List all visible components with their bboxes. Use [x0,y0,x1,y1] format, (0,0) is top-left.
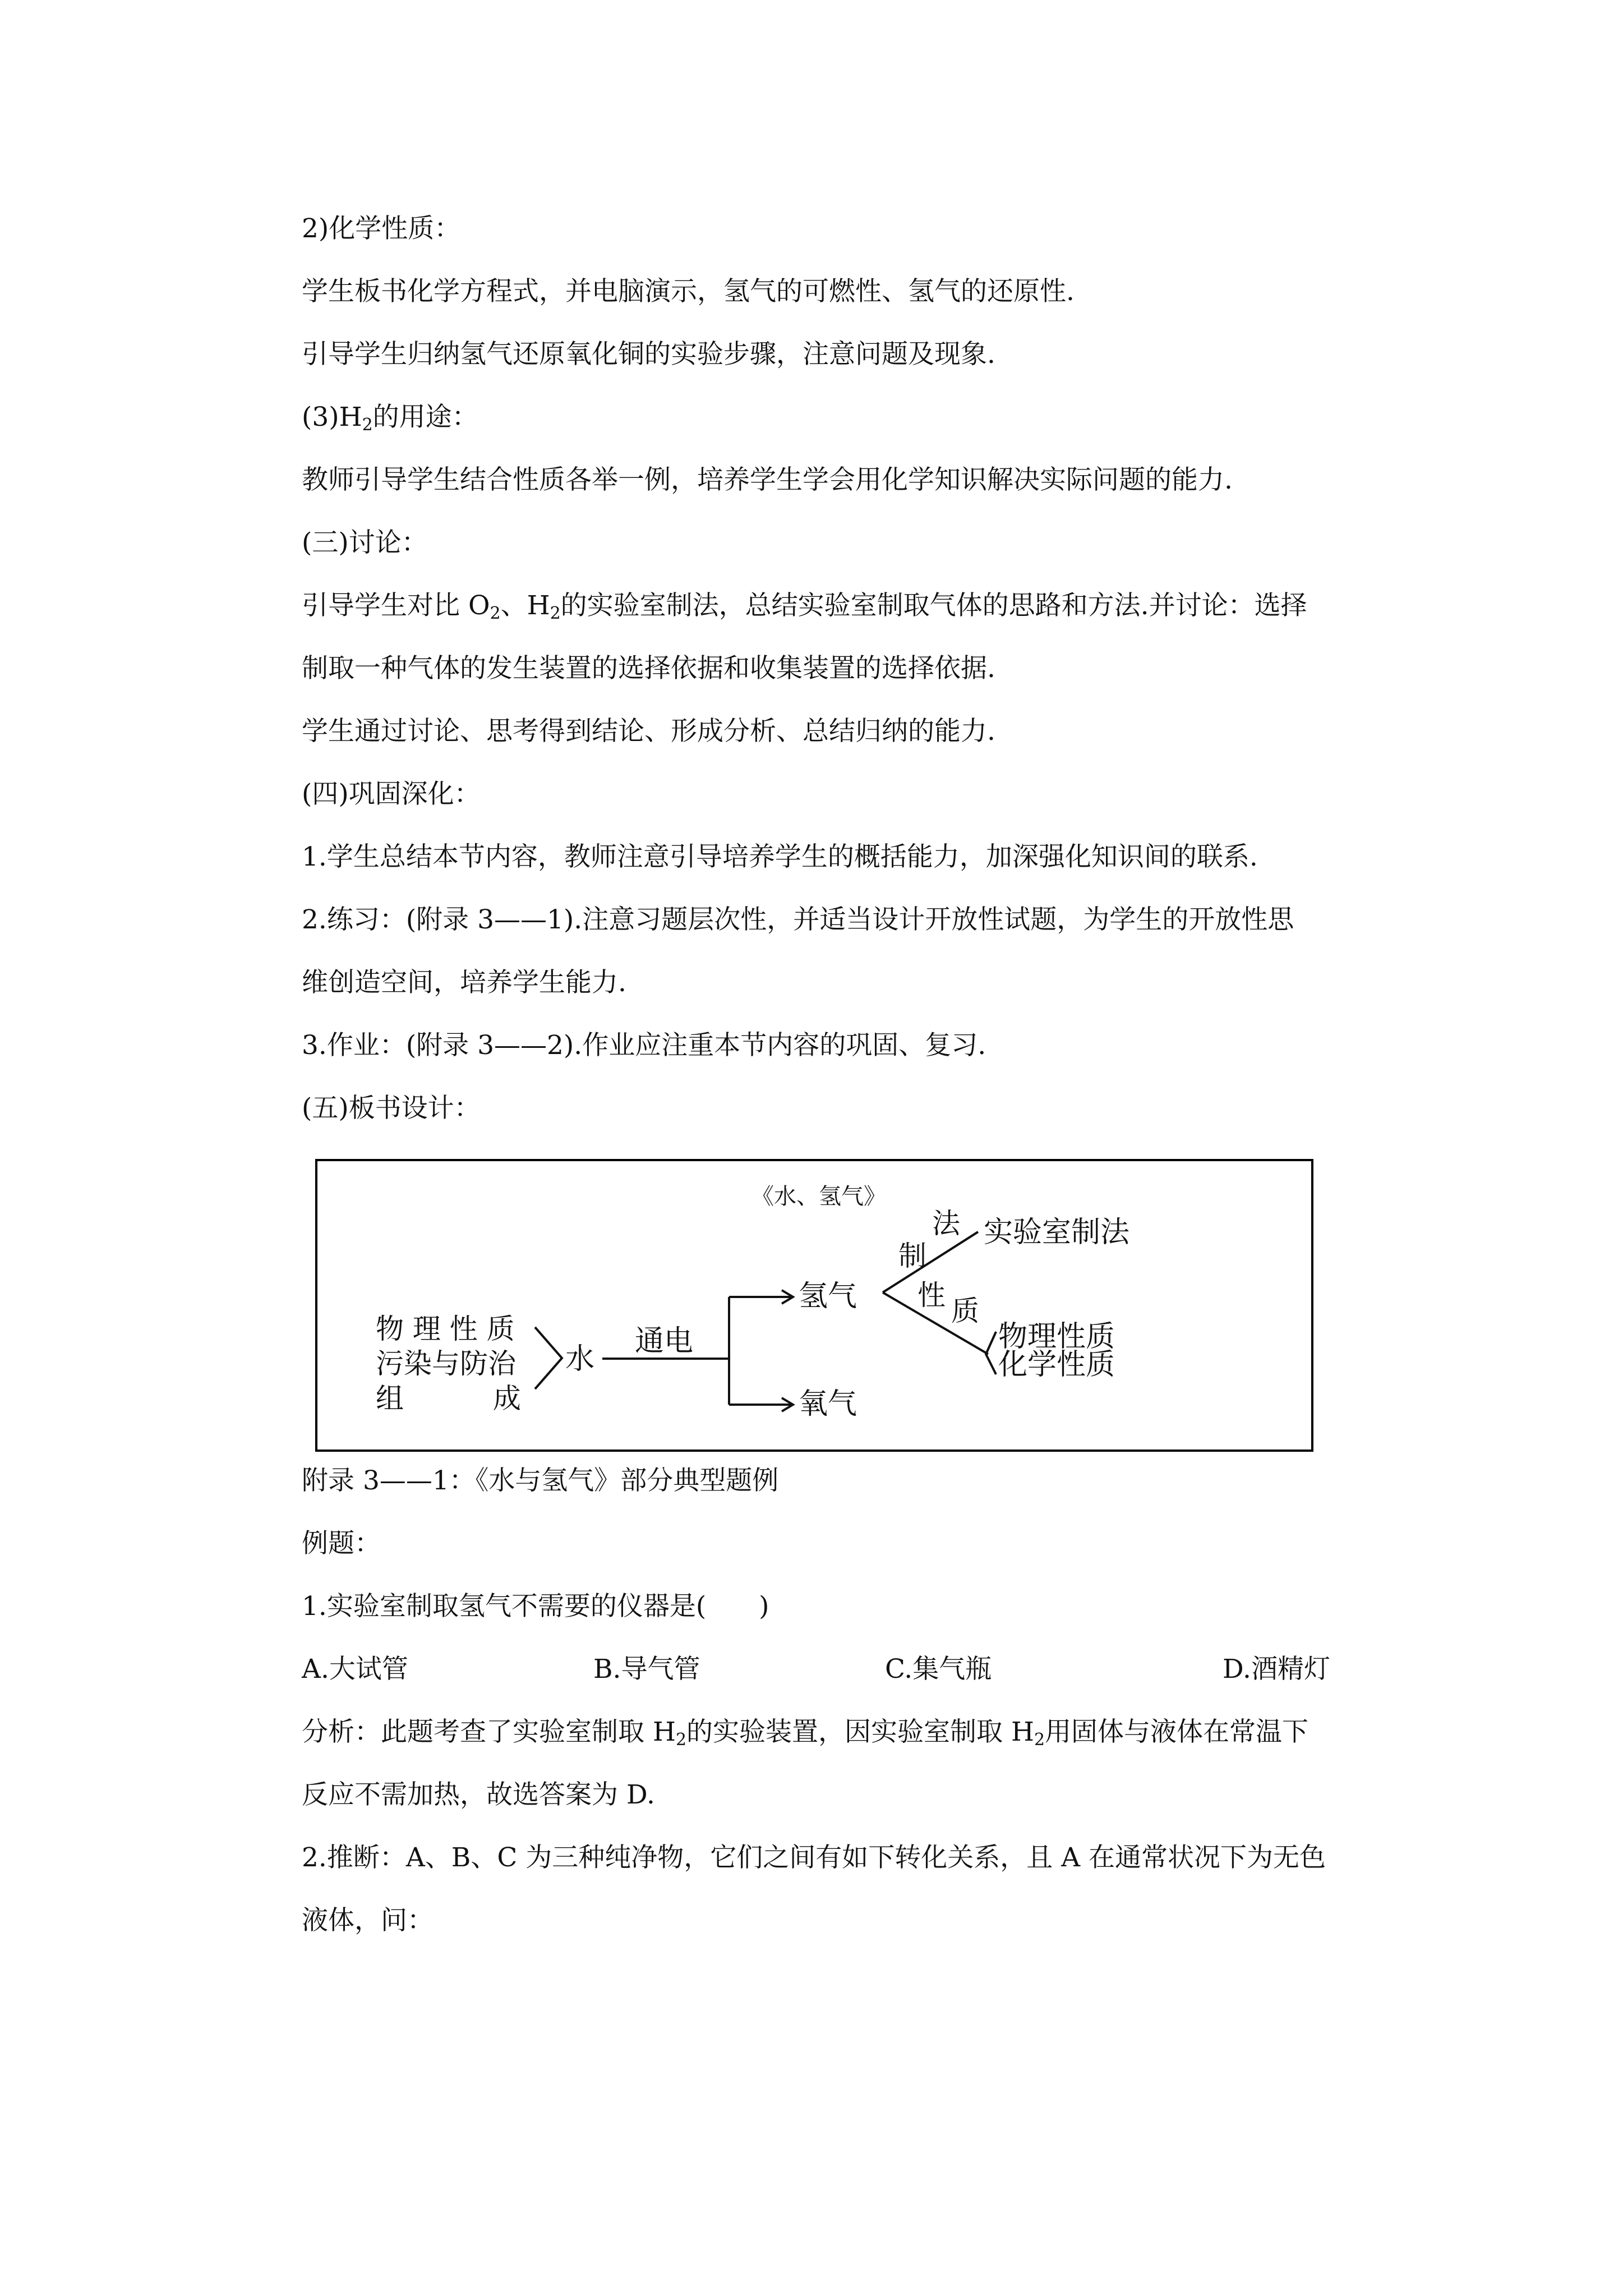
consolidate-item-1: 1.学生总结本节内容，教师注意引导培养学生的概括能力，加深强化知识间的联系. [302,841,1258,872]
diagram-title: 《水、氢气》 [751,1184,886,1209]
diagram-left-item-composition: 组 成 [376,1382,521,1415]
diagram-prep-label-2: 法 [932,1207,960,1240]
chem-props-text: 学生板书化学方程式，并电脑演示，氢气的可燃性、氢气的还原性. [302,276,1075,307]
appendix-title: 附录 3——1：《水与氢气》部分典型题例 [302,1465,779,1496]
consolidate-item-2-line2: 维创造空间，培养学生能力. [302,967,626,998]
example-heading: 例题： [302,1528,381,1559]
diagram-props-label-1: 性 [917,1279,946,1312]
question-1-option-a: A.大试管 [302,1654,408,1685]
consolidate-item-3: 3.作业：(附录 3——2).作业应注重本节内容的巩固、复习. [302,1030,986,1061]
subscript: 2 [675,1730,687,1750]
diagram-physical-props: 物理性质 [998,1320,1115,1354]
discussion-heading: (三)讨论： [302,527,428,558]
question-1: 1.实验室制取氢气不需要的仪器是( ) [302,1591,769,1622]
brace-properties [986,1332,996,1374]
diagram-chemical-props: 化学性质 [998,1348,1115,1382]
uses-heading-sub: 2 [362,415,373,435]
diagram-props-label-2: 质 [951,1295,979,1327]
board-design-diagram [315,1159,1313,1452]
diagram-left-item-pollution: 污染与防治 [376,1347,516,1380]
discussion-result: 学生通过讨论、思考得到结论、形成分析、总结归纳的能力. [302,716,995,747]
diagram-electrolysis: 通电 [635,1324,694,1358]
diagram-oxygen: 氧气 [799,1387,857,1421]
diagram-left-item-physical: 物 理 性 质 [376,1313,515,1345]
analysis-line1 [302,1715,1308,1749]
subscript: 2 [1034,1730,1045,1750]
diagram-prep-label-1: 制 [898,1240,926,1272]
uses-heading [302,401,478,434]
text-run: 的实验装置，因实验室制取 H [686,1717,1034,1747]
text-run: 的实验室制法，总结实验室制取气体的思路和方法.并讨论：选择 [560,590,1307,621]
question-2-line1: 2.推断：A、B、C 为三种纯净物，它们之间有如下转化关系，且 A 在通常状况下为无色 [302,1842,1326,1873]
diagram-hydrogen: 氢气 [799,1280,857,1313]
diagram-lab-prep: 实验室制法 [984,1216,1130,1249]
subscript: 2 [550,604,561,623]
brace-to-water [535,1327,562,1389]
text-run: 分析：此题考查了实验室制取 H [302,1717,676,1747]
text-run: 引导学生对比 O [302,590,490,621]
question-1-option-b: B.导气管 [593,1654,700,1685]
consolidate-item-2-line1: 2.练习：(附录 3——1).注意习题层次性，并适当设计开放性试题，为学生的开放性思 [302,904,1294,935]
question-1-option-d: D.酒精灯 [1223,1654,1330,1685]
text-run: 、H [500,590,550,621]
analysis-line2: 反应不需加热，故选答案为 D. [302,1779,655,1810]
uses-heading-suffix: 的用途： [372,402,478,432]
question-2-line2: 液体，问： [302,1905,434,1936]
board-heading: (五)板书设计： [302,1093,481,1124]
text-run: 用固体与液体在常温下 [1045,1717,1309,1747]
consolidate-heading: (四)巩固深化： [302,779,481,809]
guide-text: 引导学生归纳氢气还原氧化铜的实验步骤，注意问题及现象. [302,339,995,370]
uses-heading-prefix: (3)H [302,402,362,432]
diagram-water: 水 [565,1342,595,1376]
question-1-option-c: C.集气瓶 [885,1654,992,1685]
discussion-text-line2: 制取一种气体的发生装置的选择依据和收集装置的选择依据. [302,653,995,684]
discussion-text-line1 [302,589,1307,623]
section-chem-props: 2)化学性质： [302,213,461,244]
subscript: 2 [490,604,501,623]
uses-text: 教师引导学生结合性质各举一例，培养学生学会用化学知识解决实际问题的能力. [302,464,1233,495]
